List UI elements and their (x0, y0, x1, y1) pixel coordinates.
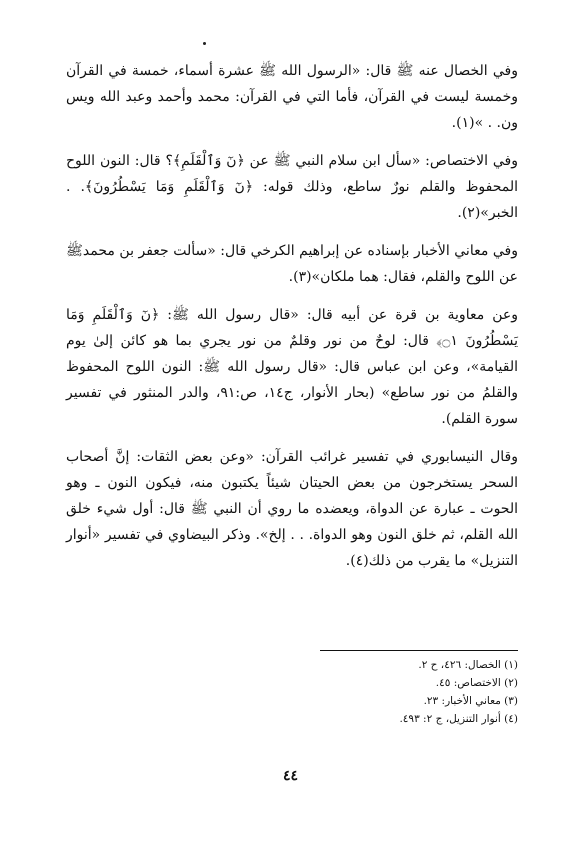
paragraph-ikhtisas: وفي الاختصاص: «سأل ابن سلام النبي ﷺ عن ﴿نٓ وَٱلْقَلَمِ﴾؟ قال: النون اللوح المحفوظ والقلم نورٌ ساطع، وذلك قوله: ﴿نٓ وَٱلْقَلَمِ وَمَا يَسْطُرُونَ﴾. . الخبر»(٢). (66, 153, 518, 221)
paragraph-muawiya: وعن معاوية بن قرة عن أبيه قال: «قال رسول الله ﷺ: ﴿نٓ وَٱلْقَلَمِ وَمَا يَسْطُرُونَ ۝١﴾ قال: لوحٌ من نور وقلمٌ من نور يجري بما هو كائن إلىٰ يوم القيامة»، وعن ابن عباس قال: «قال رسول الله ﷺ: النون اللوح المحفوظ والقلمُ من نور ساطع» (بحار الأنوار، ج١٤، ص:٩١، والدر المنثور في تفسير سورة القلم). (66, 307, 518, 427)
footnote-separator (320, 650, 518, 651)
page-speck (203, 42, 206, 45)
footnote-2: (٢) الاختصاص: ٤٥. (435, 677, 518, 689)
page-number: ٤٤ (282, 768, 299, 784)
main-text (66, 58, 518, 586)
paragraph-khisal: وفي الخصال عنه ﷺ قال: «الرسول الله ﷺ عشرة أسماء، خمسة في القرآن وخمسة ليست في القرآن، فأما التي في القرآن: محمد وأحمد وعبد الله ويس ون. . »(١). (66, 63, 518, 131)
paragraph-naysaburi: وقال النيسابوري في تفسير غرائب القرآن: «وعن بعض الثقات: إنَّ أصحاب السحر يستخرجون من بعض الحيتان شيئاً يكتبون منه، فيكون النون ـ وهو الحوت ـ عبارة عن الدواة، ويعضده ما روي أن النبي ﷺ قال: أول شيء خلق الله القلم، ثم خلق النون وهو الدواة. . . إلخ». وذكر البيضاوي في تفسير «أنوار التنزيل» ما يقرب من ذلك(٤). (66, 449, 518, 569)
paragraph-maani: وفي معاني الأخبار بإسناده عن إبراهيم الكرخي قال: «سألت جعفر بن محمدﷺ عن اللوح والقلم، فقال: هما ملكان»(٣). (66, 243, 518, 285)
footnote-4: (٤) أنوار التنزيل، ج ٢: ٤٩٣. (399, 713, 518, 725)
footnote-3: (٣) معاني الأخبار: ٢٣. (423, 695, 518, 707)
footnote-1: (١) الخصال: ٤٢٦، ح ٢. (418, 659, 518, 671)
footnotes (200, 656, 518, 728)
